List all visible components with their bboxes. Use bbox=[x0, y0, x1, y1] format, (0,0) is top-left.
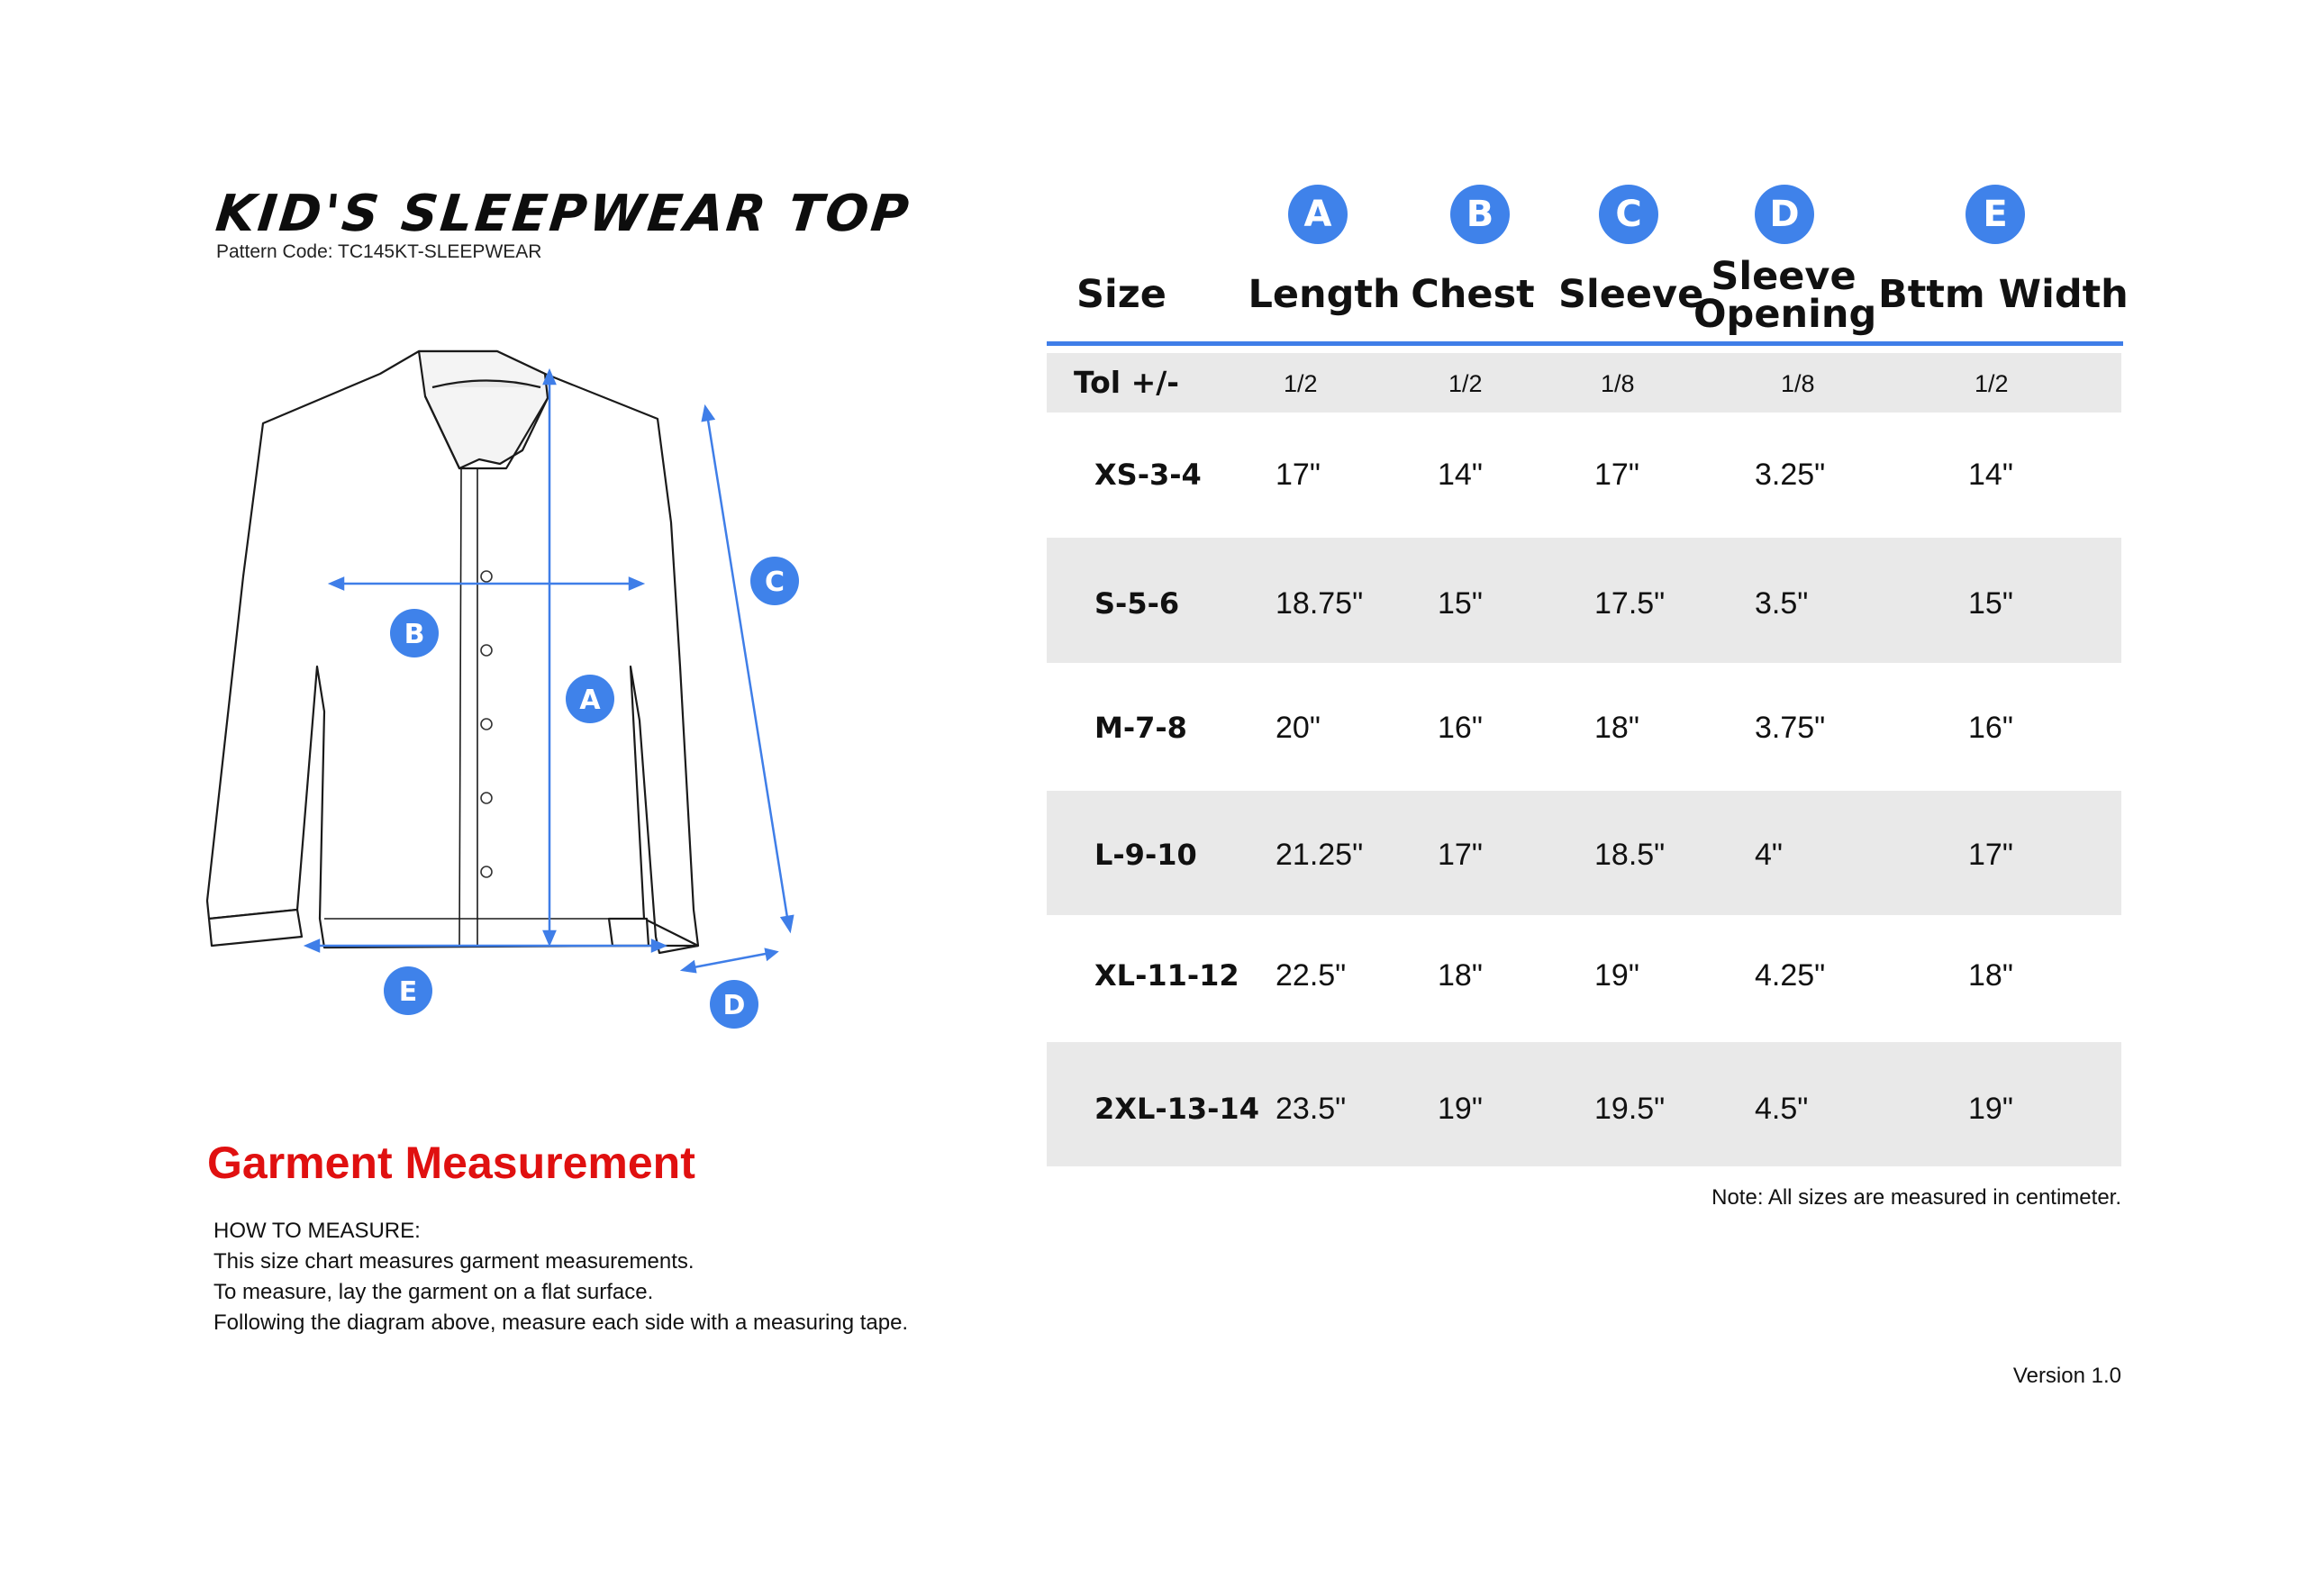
table-cell: 23.5" bbox=[1276, 1092, 1347, 1126]
row-band bbox=[1047, 538, 2121, 663]
table-cell: 19.5" bbox=[1594, 1092, 1666, 1126]
pattern-code: Pattern Code: TC145KT-SLEEPWEAR bbox=[216, 241, 542, 262]
row-band bbox=[1047, 791, 2121, 915]
size-label: L-9-10 bbox=[1094, 838, 1197, 872]
table-cell: 14" bbox=[1968, 458, 2013, 492]
how-to-line: Following the diagram above, measure each side with a measuring tape. bbox=[213, 1310, 909, 1335]
table-cell: 22.5" bbox=[1276, 958, 1347, 993]
table-cell: 19" bbox=[1438, 1092, 1483, 1126]
table-cell: 3.5" bbox=[1755, 586, 1809, 621]
table-cell: 19" bbox=[1594, 958, 1639, 993]
column-header-size: Size bbox=[1076, 272, 1167, 317]
table-cell: 3.75" bbox=[1755, 711, 1826, 745]
table-cell: 20" bbox=[1276, 711, 1321, 745]
table-cell: 15" bbox=[1968, 586, 2013, 621]
header-line: Opening bbox=[1693, 292, 1877, 337]
diagram-label-b: B bbox=[404, 619, 425, 650]
size-label: XS-3-4 bbox=[1094, 458, 1202, 492]
page-title: KID'S SLEEPWEAR TOP bbox=[213, 185, 914, 243]
how-to-measure bbox=[213, 1216, 908, 1338]
table-cell: 17" bbox=[1438, 838, 1483, 872]
table-cell: 1/2 bbox=[1975, 370, 2009, 397]
column-header-chest: Chest bbox=[1411, 272, 1535, 317]
column-badge-d: D bbox=[1755, 185, 1814, 244]
table-cell: 1/2 bbox=[1448, 370, 1483, 397]
column-badge-b: B bbox=[1450, 185, 1510, 244]
table-cell: 18" bbox=[1438, 958, 1483, 993]
table-cell: 1/2 bbox=[1284, 370, 1318, 397]
column-header-sleeve: Sleeve bbox=[1558, 272, 1704, 317]
diagram-label-d: D bbox=[722, 990, 746, 1021]
table-cell: 17" bbox=[1968, 838, 2013, 872]
table-cell: 4.5" bbox=[1755, 1092, 1809, 1126]
table-cell: 4" bbox=[1755, 838, 1783, 872]
measurement-note: Note: All sizes are measured in centimeter. bbox=[1711, 1185, 2121, 1210]
column-badge-a: A bbox=[1288, 185, 1348, 244]
table-cell: 18.75" bbox=[1276, 586, 1364, 621]
header-rule bbox=[1047, 341, 2123, 346]
tolerance-label: Tol +/- bbox=[1074, 365, 1179, 400]
table-cell: 19" bbox=[1968, 1092, 2013, 1126]
table-cell: 18" bbox=[1968, 958, 2013, 993]
table-cell: 17.5" bbox=[1594, 586, 1666, 621]
column-header-length: Length bbox=[1248, 272, 1401, 317]
table-cell: 18" bbox=[1594, 711, 1639, 745]
how-to-line: HOW TO MEASURE: bbox=[213, 1219, 421, 1243]
tolerance-row-band bbox=[1047, 353, 2121, 413]
table-cell: 16" bbox=[1438, 711, 1483, 745]
section-heading: Garment Measurement bbox=[207, 1138, 695, 1188]
column-badge-e: E bbox=[1966, 185, 2025, 244]
size-label: M-7-8 bbox=[1094, 711, 1187, 745]
header-line: Sleeve bbox=[1711, 254, 1857, 299]
table-cell: 3.25" bbox=[1755, 458, 1826, 492]
table-cell: 18.5" bbox=[1594, 838, 1666, 872]
version-label: Version 1.0 bbox=[2012, 1364, 2121, 1388]
table-cell: 21.25" bbox=[1276, 838, 1364, 872]
diagram-label-e: E bbox=[398, 976, 418, 1008]
garment-diagram bbox=[189, 324, 838, 1045]
table-cell: 16" bbox=[1968, 711, 2013, 745]
table-cell: 1/8 bbox=[1781, 370, 1815, 397]
size-label: 2XL-13-14 bbox=[1094, 1092, 1259, 1126]
table-cell: 17" bbox=[1594, 458, 1639, 492]
column-header-sleeve-opening bbox=[1693, 254, 1877, 337]
table-cell: 14" bbox=[1438, 458, 1483, 492]
size-label: S-5-6 bbox=[1094, 586, 1180, 621]
diagram-label-a: A bbox=[579, 685, 601, 716]
size-label: XL-11-12 bbox=[1094, 958, 1239, 993]
table-cell: 4.25" bbox=[1755, 958, 1826, 993]
how-to-line: To measure, lay the garment on a flat surface. bbox=[213, 1280, 654, 1304]
diagram-label-c: C bbox=[764, 567, 785, 598]
table-cell: 17" bbox=[1276, 458, 1321, 492]
column-header-bttm-width: Bttm Width bbox=[1878, 272, 2129, 317]
how-to-line: This size chart measures garment measurements. bbox=[213, 1249, 695, 1274]
table-cell: 15" bbox=[1438, 586, 1483, 621]
column-badge-c: C bbox=[1599, 185, 1658, 244]
table-cell: 1/8 bbox=[1601, 370, 1635, 397]
